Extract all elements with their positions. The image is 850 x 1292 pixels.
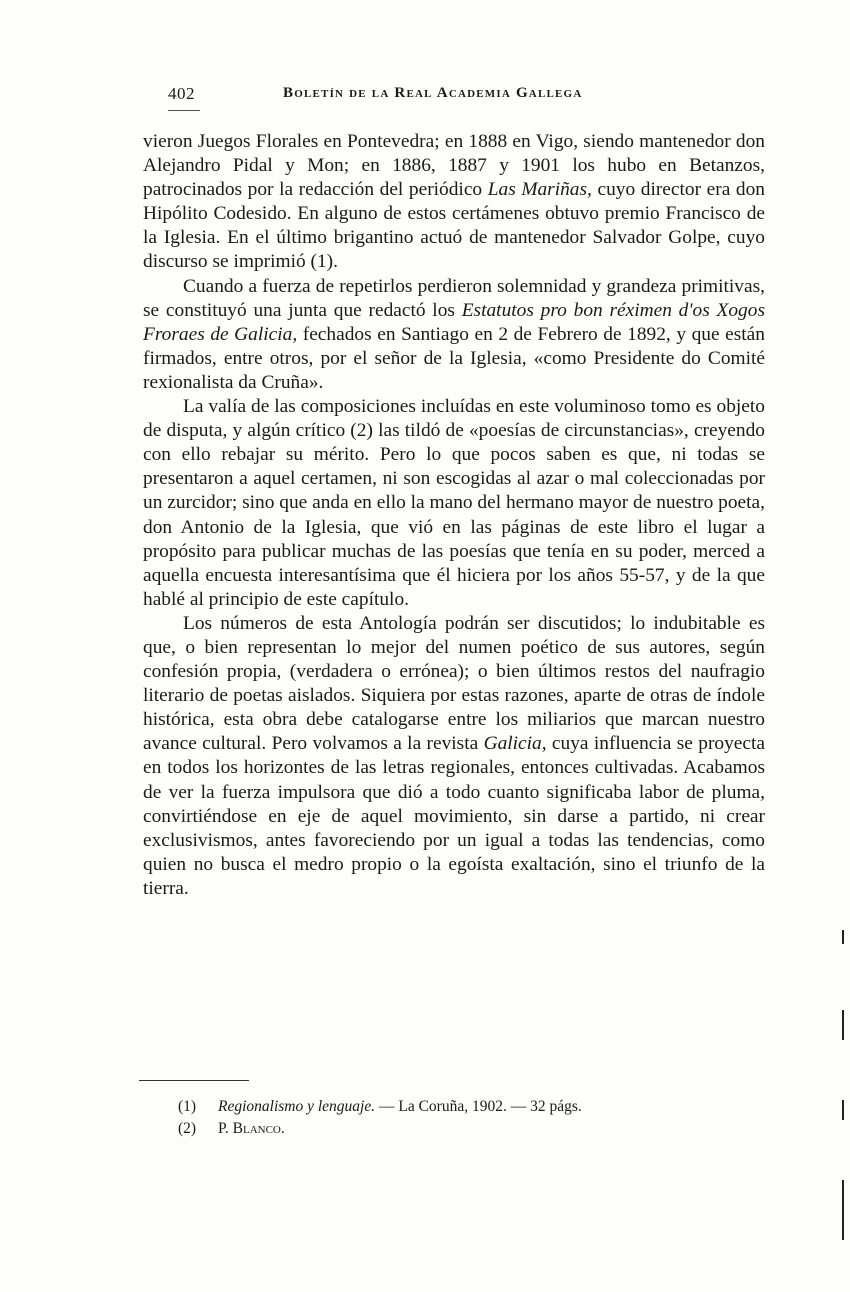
footnote-number: (2) bbox=[178, 1120, 197, 1137]
italic-text-run: Galicia, bbox=[483, 733, 547, 755]
footnotes bbox=[178, 1096, 758, 1140]
scan-mark bbox=[842, 1180, 844, 1240]
text-run: Los números de esta Antología podrán ser discutidos; lo indubitable es que, o bien representan lo mejor del numen poético de sus autores, según confesión propia, (verdadera o errónea); o bien últimos restos del naufragio literario de poetas aislados. Siquiera por estas razones, aparte de otras de índole histórica, esta obra debe catalogarse entre los miliarios que marcan nuestro avance cultural. Pero volvamos a la revista bbox=[143, 612, 765, 755]
footnote-number: (1) bbox=[178, 1098, 197, 1115]
text-run: fechados en Santiago en 2 de Febrero de 1892, y que están firmados, entre otros, por el señor de la Iglesia, «como Presidente do Comité rexionalista da Cruña». bbox=[143, 323, 765, 393]
page-header bbox=[168, 84, 768, 110]
paragraph-4 bbox=[143, 612, 765, 901]
footnote-rule bbox=[139, 1080, 249, 1081]
footnote-title: Regionalismo y lenguaje. bbox=[218, 1098, 376, 1115]
running-title: Boletín de la Real Academia Gallega bbox=[283, 85, 583, 101]
footnote-text: P. Blanco. bbox=[218, 1120, 285, 1137]
italic-text-run: Las Mariñas, bbox=[487, 179, 592, 201]
text-run: cuyo director era don Hipólito Codesido. En alguno de estos certámenes obtuvo premio Francisco de la Iglesia. En el último brigantino actuó de mantenedor Salvador Golpe, cuyo discurso se imprimió (1). bbox=[143, 179, 765, 273]
paragraph-2 bbox=[143, 275, 765, 395]
text-run: vieron Juegos Florales en Pontevedra; en 1888 en Vigo, siendo mantenedor don Alejandro Pidal y Mon; en 1886, 1887 y 1901 los hubo en Betanzos, patrocinados por la redacción del periódico bbox=[143, 131, 765, 201]
text-run: Cuando a fuerza de repetirlos perdieron solemnidad y grandeza primitivas, se constituyó una junta que redactó los bbox=[143, 275, 765, 321]
text-run: cuya influencia se proyecta en todos los horizontes de las letras regionales, entonces cultivadas. Acabamos de ver la fuerza impulsora que dió a todo cuanto significaba labor de pluma, convirtiéndose en eje de aquel movimiento, sin darse a partido, ni crear exclusivismos, antes favoreciendo por un igual a todas las tendencias, como quien no busca el medro propio o la egoísta exaltación, sino el triunfo de la tierra. bbox=[143, 733, 765, 899]
header-rule bbox=[168, 110, 200, 111]
paragraph-3 bbox=[143, 395, 765, 612]
scan-mark bbox=[842, 1010, 844, 1040]
scan-mark bbox=[842, 930, 844, 944]
footnote-2 bbox=[178, 1118, 758, 1140]
page-number: 402 bbox=[168, 84, 195, 103]
italic-text-run: Estatutos pro bon réximen d'os Xogos Froraes de Galicia, bbox=[143, 299, 765, 345]
body-text bbox=[143, 130, 765, 901]
scan-edge-marks bbox=[828, 0, 850, 1292]
footnote-1 bbox=[178, 1096, 758, 1118]
scan-mark bbox=[842, 1100, 844, 1120]
paragraph-1 bbox=[143, 130, 765, 275]
footnote-text: — La Coruña, 1902. — 32 págs. bbox=[375, 1098, 582, 1115]
text-run: La valía de las composiciones incluídas en este voluminoso tomo es objeto de disputa, y algún crítico (2) las tildó de «poesías de circunstancias», creyendo con ello rebajar su mérito. Pero lo que pocos saben es que, ni todas se presentaron a aquel certamen, ni son escogidas al azar o mal coleccionadas por un zurcidor; sino que anda en ello la mano del hermano mayor de nuestro poeta, don Antonio de la Iglesia, que vió en las páginas de este libro el lugar a propósito para publicar muchas de las poesías que tenía en su poder, merced a aquella encuesta interesantísima que él hiciera por los años 55-57, y de la que hablé al principio de este capítulo. bbox=[143, 396, 765, 610]
